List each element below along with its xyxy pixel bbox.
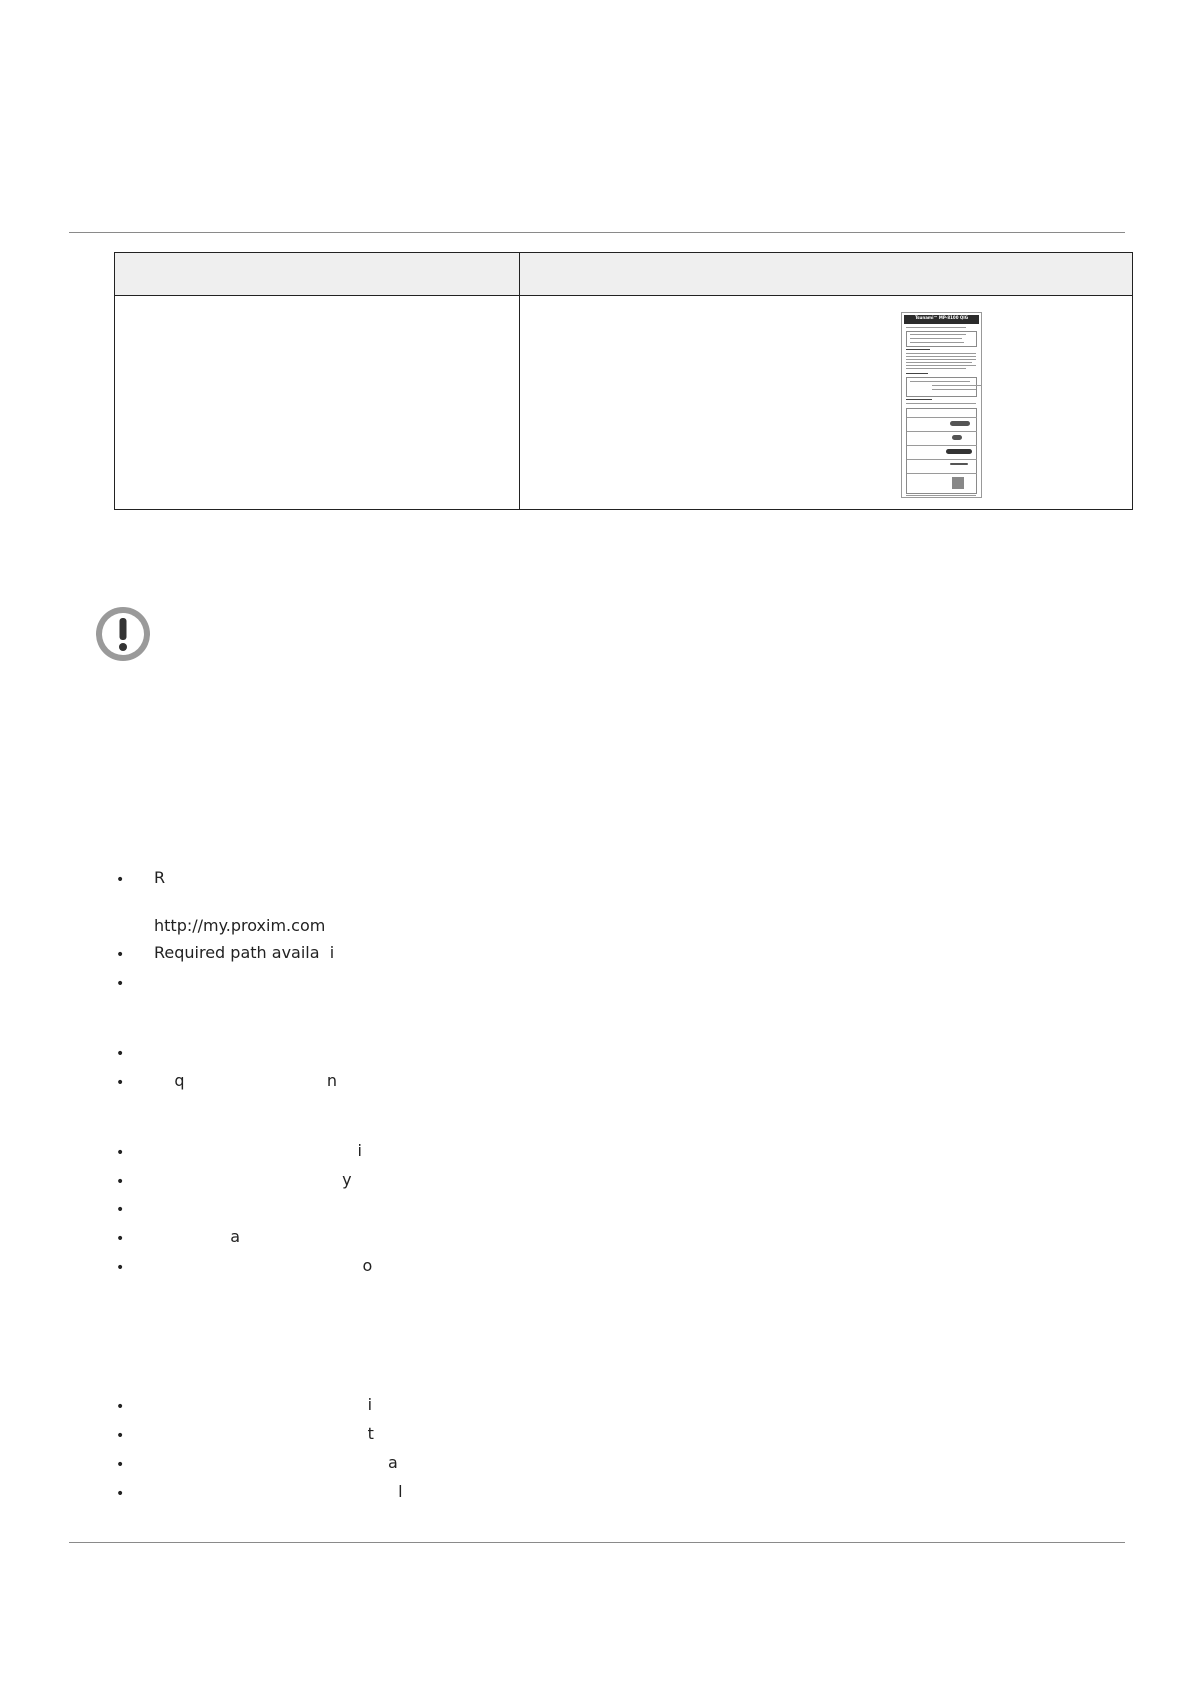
list-item: q n	[154, 1071, 338, 1090]
list-item: a	[154, 1227, 241, 1246]
list-item: y	[154, 1170, 352, 1189]
bullet-symbol: •	[116, 1486, 125, 1502]
table-cell-figure	[520, 296, 1132, 509]
exclamation-warning-icon	[93, 604, 153, 664]
table-header-row	[115, 253, 1132, 296]
list-item: i	[154, 1141, 362, 1160]
bullet-symbol: •	[116, 1231, 125, 1247]
bullet-symbol: •	[116, 872, 125, 888]
bullet-symbol: •	[116, 1046, 125, 1062]
bullet-symbol: •	[116, 1457, 125, 1473]
quick-install-guide-thumbnail	[901, 312, 982, 498]
proxim-link[interactable]: http://my.proxim.com	[154, 916, 326, 935]
bullet-symbol: •	[116, 976, 125, 992]
list-item: R	[154, 868, 166, 887]
footer-rule	[69, 1542, 1125, 1543]
list-item: o	[154, 1256, 373, 1275]
bullet-symbol: •	[116, 1260, 125, 1276]
list-item: a	[154, 1453, 398, 1472]
bullet-symbol: •	[116, 1174, 125, 1190]
list-item: Required path availa i	[154, 943, 335, 962]
thumbnail-title: Tsunami™ MP-8100 QIG	[904, 315, 979, 324]
bullet-symbol: •	[116, 1145, 125, 1161]
bullet-symbol: •	[116, 1399, 125, 1415]
list-item: t	[154, 1424, 374, 1443]
bullet-symbol: •	[116, 1075, 125, 1091]
bullet-symbol: •	[116, 1202, 125, 1218]
list-item: l	[154, 1482, 403, 1501]
package-contents-table	[114, 252, 1133, 510]
header-rule	[69, 232, 1125, 233]
bullet-symbol: •	[116, 1428, 125, 1444]
list-item: i	[154, 1395, 373, 1414]
bullet-symbol: •	[116, 947, 125, 963]
